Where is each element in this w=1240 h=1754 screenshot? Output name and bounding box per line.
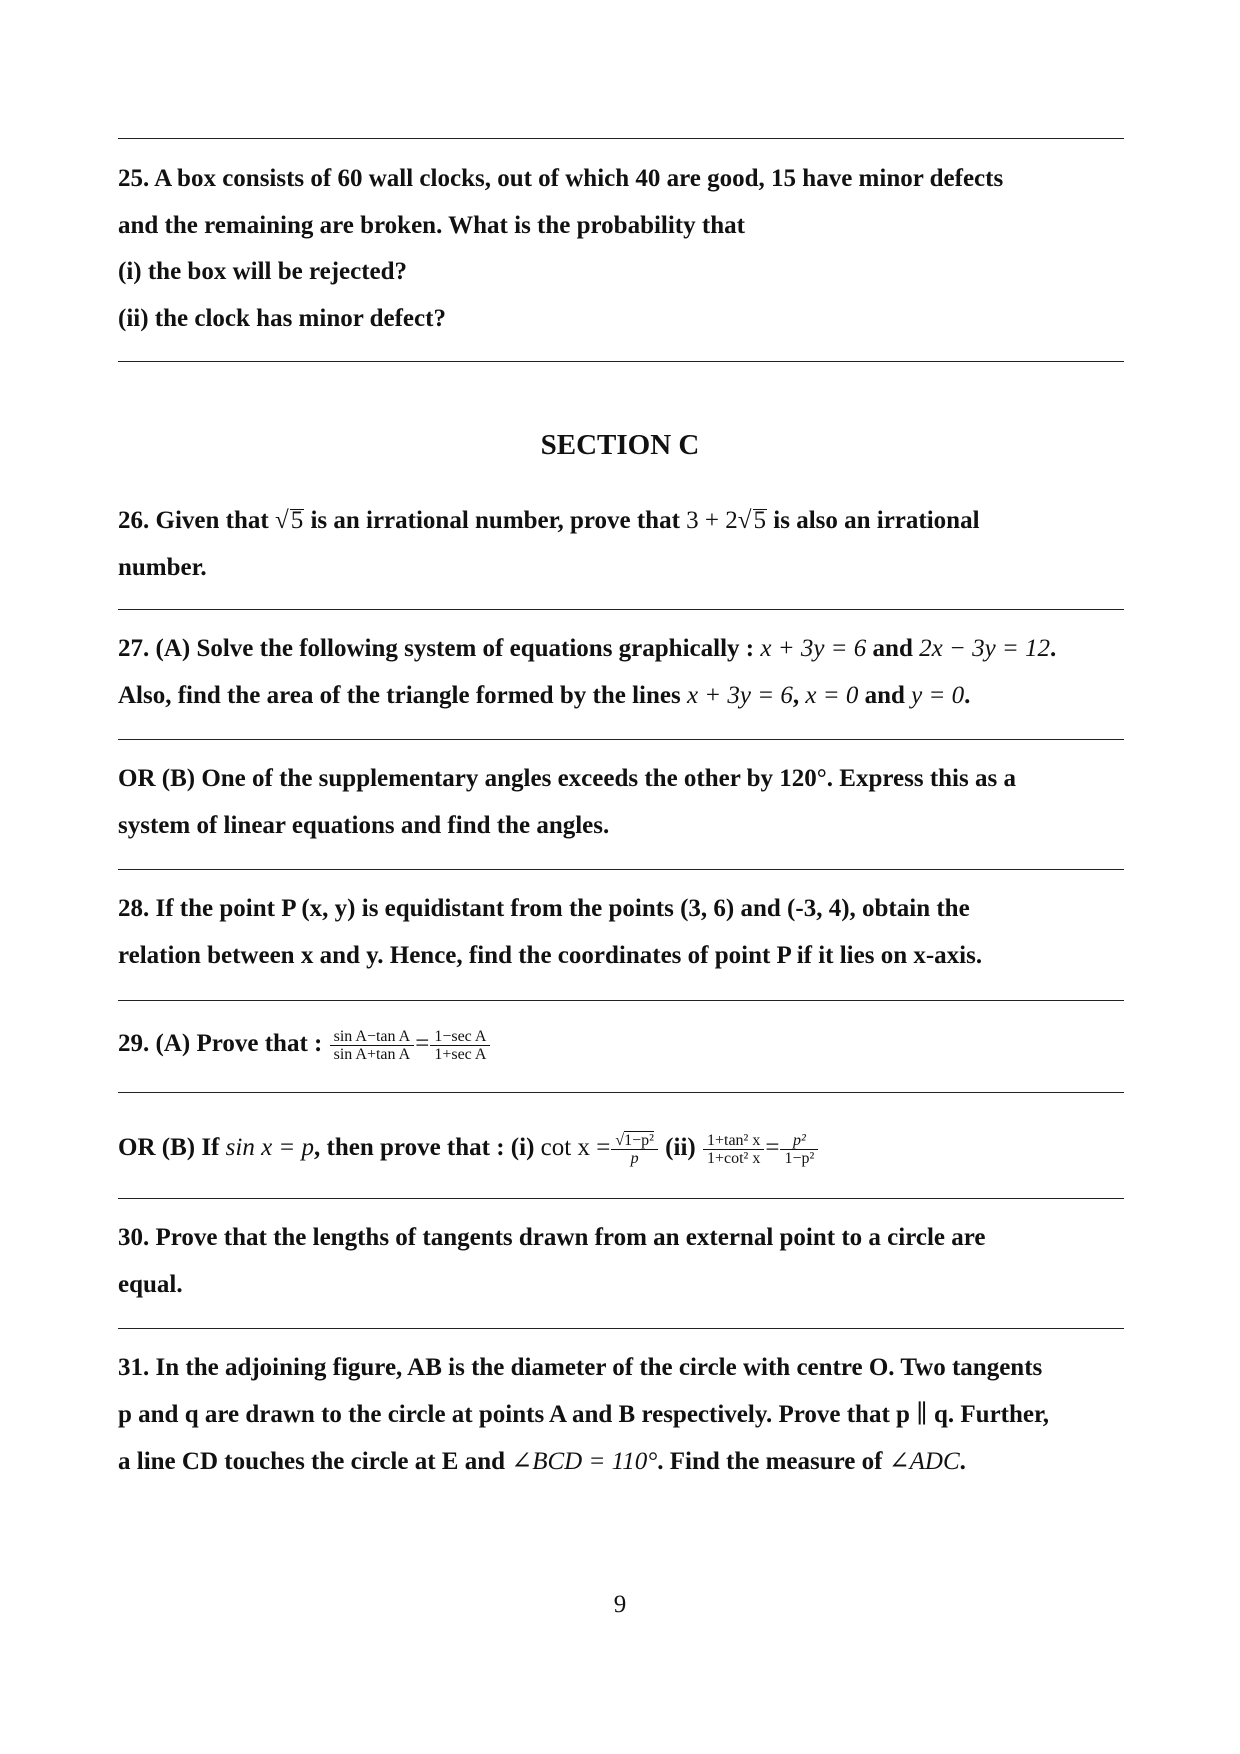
fraction: $\frac{\text{1+tan² x}}{\text{1+cot² x}}$ <box>705 1132 762 1167</box>
q31-line-2: p and q are drawn to the circle at points A and B respectively. Prove that p ∥ q. Further, <box>118 1401 1050 1428</box>
q26-line-1: 26. Given that √5 is an irrational number, prove that 3 + 2√5 is also an irrational <box>118 507 980 534</box>
fraction: $\frac{\text{1−sec A}}{\text{1+sec A}}$ <box>432 1028 488 1063</box>
divider <box>118 1000 1124 1001</box>
section-title: SECTION C <box>540 429 700 461</box>
page-number: 9 <box>613 1591 627 1618</box>
divider <box>118 1198 1124 1199</box>
q28-line-2: relation between x and y. Hence, find the coordinates of point P if it lies on x-axis. <box>118 942 983 969</box>
divider <box>118 1328 1124 1329</box>
equation: x = 0 <box>805 682 859 709</box>
q26-line-2: number. <box>118 554 207 581</box>
fraction: $\frac{\text{√1−p²}}{p}$ <box>613 1132 656 1167</box>
divider <box>118 138 1124 139</box>
q31-line-1: 31. In the adjoining figure, AB is the diameter of the circle with centre O. Two tangents <box>118 1354 1043 1381</box>
q30-line-2: equal. <box>118 1271 183 1298</box>
q25-line-3: (i) the box will be rejected? <box>118 258 408 285</box>
q27a-line-2: Also, find the area of the triangle formed by the lines x + 3y = 6, x = 0 and y = 0. <box>118 682 971 709</box>
equation: x + 3y = 6 <box>686 682 793 709</box>
q29a-line: 29. (A) Prove that : $\frac{\text{sin A−tan A}}{\text{sin A+tan A}}$ = $\frac{\text{1−sec A}}{\text{1+sec A}}$ <box>118 1028 491 1063</box>
q27a-line-1: 27. (A) Solve the following system of equations graphically : x + 3y = 6 and 2x − 3y = 12. <box>118 635 1057 662</box>
q25-line-2: and the remaining are broken. What is the probability that <box>118 212 745 239</box>
q31-line-3: a line CD touches the circle at E and ∠BCD = 110°. Find the measure of ∠ADC. <box>118 1448 966 1475</box>
divider <box>118 869 1124 870</box>
q29b-line: OR (B) If sin x = p, then prove that : (i) cot x = $\frac{\text{√1−p²}}{p}$ (ii) $\frac{\text{1+tan² x}}{\text{1+cot² x}}$ = $\frac{\text{p²}}{\text{1−p²}}$ <box>118 1132 819 1167</box>
q25-line-4: (ii) the clock has minor defect? <box>118 305 446 332</box>
q27b-line-2: system of linear equations and find the angles. <box>118 812 610 839</box>
equation: y = 0 <box>911 682 965 709</box>
divider <box>118 361 1124 362</box>
q28-line-1: 28. If the point P (x, y) is equidistant from the points (3, 6) and (-3, 4), obtain the <box>118 895 970 922</box>
divider <box>118 739 1124 740</box>
q27b-line-1: OR (B) One of the supplementary angles exceeds the other by 120°. Express this as a <box>118 765 1016 792</box>
divider <box>118 609 1124 610</box>
equation: x + 3y = 6 <box>760 635 867 662</box>
equation: 2x − 3y = 12 <box>919 635 1051 662</box>
divider <box>118 1092 1124 1093</box>
fraction: $\frac{\text{p²}}{\text{1−p²}}$ <box>782 1132 816 1167</box>
fraction: $\frac{\text{sin A−tan A}}{\text{sin A+tan A}}$ <box>332 1028 413 1063</box>
q25-line-1: 25. A box consists of 60 wall clocks, out of which 40 are good, 15 have minor defects <box>118 165 1004 192</box>
q30-line-1: 30. Prove that the lengths of tangents drawn from an external point to a circle are <box>118 1224 986 1251</box>
